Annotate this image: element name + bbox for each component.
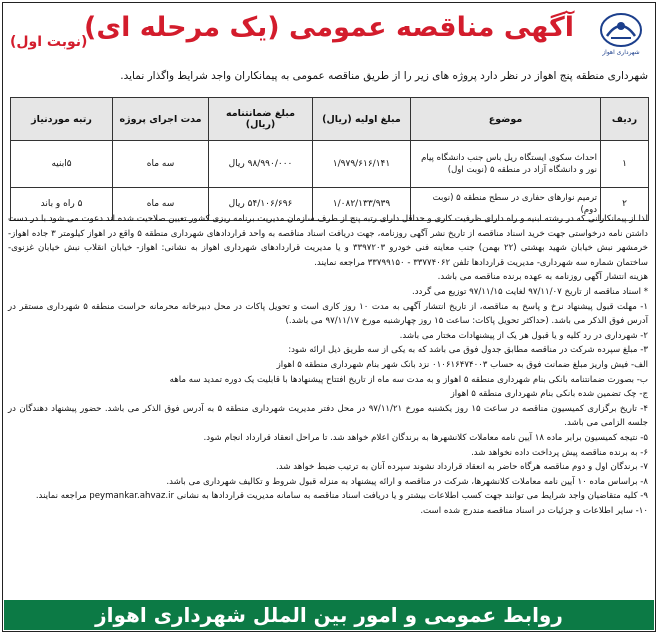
condition-item-8: ۸- براساس ماده ۱۰ آیین نامه معاملات کلانشهرها، شرکت در مناقصه و ارائه پیشنهاد به منزله قبول شروط و تکالیف شهرداری می باشد. <box>166 476 648 487</box>
logo-emblem-icon <box>599 12 643 48</box>
ahvaz-municipality-logo-icon <box>592 12 650 62</box>
cell-guarantee-amount: ۹۸/۹۹۰/۰۰۰ ریال <box>209 141 313 188</box>
notice-header <box>0 6 658 66</box>
intro-text: شهرداری منطقه پنج اهواز در نظر دارد پروژه های زیر را از طریق مناقصه عمومی به پیمانکاران واجد شرایط واگذار نماید. <box>120 70 648 82</box>
table-row <box>11 141 649 188</box>
body-paragraph-ad-cost: هزینه انتشار آگهی روزنامه به عهده برنده مناقصه می باشد. <box>437 272 648 283</box>
cell-required-grade: ۵ راه و باند <box>11 188 113 221</box>
col-header-required-grade: رتبه موردنیاز <box>11 98 113 141</box>
condition-item-6: ۶- به برنده مناقصه پیش پرداخت داده نخواهد شد. <box>471 447 648 458</box>
cell-duration: سه ماه <box>113 141 209 188</box>
cell-initial-amount: ۱/۹۷۹/۶۱۶/۱۴۱ <box>313 141 411 188</box>
condition-item-3b: ب- بصورت ضمانتنامه بانکی بنام شهرداری منطقه ۵ اهواز و به مدت سه ماه از تاریخ افتتاح پیشنهادها با قابلیت یک دوره تمدید سه ماهه <box>169 374 648 385</box>
condition-item-3c: ج- چک تضمین شده بانکی بنام شهرداری منطقه ۵ اهواز <box>450 389 648 400</box>
condition-item-10: ۱۰- سایر اطلاعات و جزئیات در اسناد مناقصه مندرج شده است. <box>420 505 648 516</box>
condition-item-2: ۲- شهرداری در رد کلیه و یا قبول هر یک از پیشنهادات مختار می باشد. <box>399 330 648 341</box>
body-paragraph-invitation: لذا از پیمانکارانی که در رشته ابنیه و راه دارای ظرفیت کاری و حداقل دارای رتبه پنج از طرف سازمان مدیریت برنامه ریزی کشور تعیین صلاحیت شده اند دعوت می شود با در دست داشتن نامه درخواستی جهت خرید اسناد مناقصه از تاریخ نشر آگهی روزنامه، جهت دریافت اسناد مناقصه به واحد قراردادهای شهرداری منطقه ۵ واقع در اهواز کیلومتر ۳ جاده اهواز- خرمشهر نبش خیابان شهید بهشتی (۲۲ بهمن) جنب معاینه فنی خودرو ۳۳۹۷۲۰۳ و یا مدیریت قراردادهای شهرداری اهواز به نشانی: اهواز- خیابان انقلاب نبش خیابان غزنوی- ساختمان شماره سه شهرداری- مدیریت قراردادها تلفن ۳۳۷۷۴۰۶۲ - ۳۳۷۹۹۱۵۰ مراجعه نمایند. <box>8 214 648 268</box>
cell-row-number: ۱ <box>601 141 649 188</box>
body-paragraph-distribution: * اسناد مناقصه از تاریخ ۹۷/۱۱/۰۷ لغایت ۹۷/۱۱/۱۵ توزیع می گردد. <box>411 286 648 297</box>
table-header-row <box>11 98 649 141</box>
col-header-guarantee-amount: مبلغ ضمانتنامه (ریال) <box>209 98 313 141</box>
condition-item-3a: الف- فیش واریز مبلغ ضمانت فوق به حساب ۰۱۰۶۱۶۴۷۴۰۰۳ نزد بانک شهر بنام شهرداری منطقه ۵ اهواز <box>276 359 648 370</box>
condition-item-4: ۴- تاریخ برگزاری کمیسیون مناقصه در ساعت ۱۵ روز یکشنبه مورخ ۹۷/۱۱/۲۱ در محل دفتر مدیریت شهرداری منطقه ۵ به آدرس فوق الذکر می باشد. حضور پیشنهاد دهندگان در جلسه الزامی می باشد. <box>8 403 649 429</box>
cell-duration: سه ماه <box>113 188 209 221</box>
col-header-row-number: ردیف <box>601 98 649 141</box>
notice-title: آگهی مناقصه عمومی (یک مرحله ای) <box>84 12 574 43</box>
round-label: (نوبت اول) <box>10 34 88 50</box>
tender-table <box>10 97 649 221</box>
cell-subject: احداث سکوی ایستگاه ریل باس جنب دانشگاه پیام نور و دانشگاه آزاد در منطقه ۵ (نوبت اول) <box>411 141 601 188</box>
notice-body <box>8 212 648 518</box>
cell-subject: ترمیم نوارهای حفاری در سطح منطقه ۵ (نوبت دوم) <box>411 188 601 221</box>
footer-banner: روابط عمومی و امور بین الملل شهرداری اهواز <box>4 600 654 630</box>
cell-initial-amount: ۱/۰۸۲/۱۳۳/۹۳۹ <box>313 188 411 221</box>
condition-item-9: ۹- کلیه متقاضیان واجد شرایط می توانند جهت کسب اطلاعات بیشتر و یا دریافت اسناد مناقصه به سامانه مدیریت قراردادها به نشانی peymankar.ahvaz.ir مراجعه نمایند. <box>35 491 648 502</box>
condition-item-5: ۵- نتیجه کمیسیون برابر ماده ۱۸ آیین نامه معاملات کلانشهرها به برندگان اعلام خواهد شد. تا مراحل انعقاد قرارداد انجام شود. <box>203 432 648 443</box>
condition-item-1: ۱- مهلت قبول پیشنهاد نرخ و پاسخ به مناقصه، از تاریخ انتشار آگهی به مدت ۱۰ روز کاری است و تحویل پاکات در محل دبیرخانه محرمانه حراست منطقه ۵ شهرداری مستقر در آدرس فوق الذکر می باشد. (حداکثر تحویل پاکات: ساعت ۱۵ روز چهارشنبه مورخ ۹۷/۱۱/۱۷ می باشد.) <box>8 301 648 327</box>
cell-row-number: ۲ <box>601 188 649 221</box>
col-header-subject: موضوع <box>411 98 601 141</box>
condition-item-3: ۳- مبلغ سپرده شرکت در مناقصه مطابق جدول فوق می باشد که به یکی از سه طریق ذیل ارائه شود: <box>288 345 648 356</box>
condition-item-7: ۷- برندگان اول و دوم مناقصه هرگاه حاضر به انعقاد قرارداد نشوند سپرده آنان به ترتیب ضبط خواهد شد. <box>276 462 648 473</box>
col-header-initial-amount: مبلغ اولیه (ریال) <box>313 98 411 141</box>
logo-text: شهرداری اهواز <box>602 49 640 56</box>
cell-required-grade: ۵ابنیه <box>11 141 113 188</box>
col-header-duration: مدت اجرای پروژه <box>113 98 209 141</box>
cell-guarantee-amount: ۵۴/۱۰۶/۶۹۶ ریال <box>209 188 313 221</box>
